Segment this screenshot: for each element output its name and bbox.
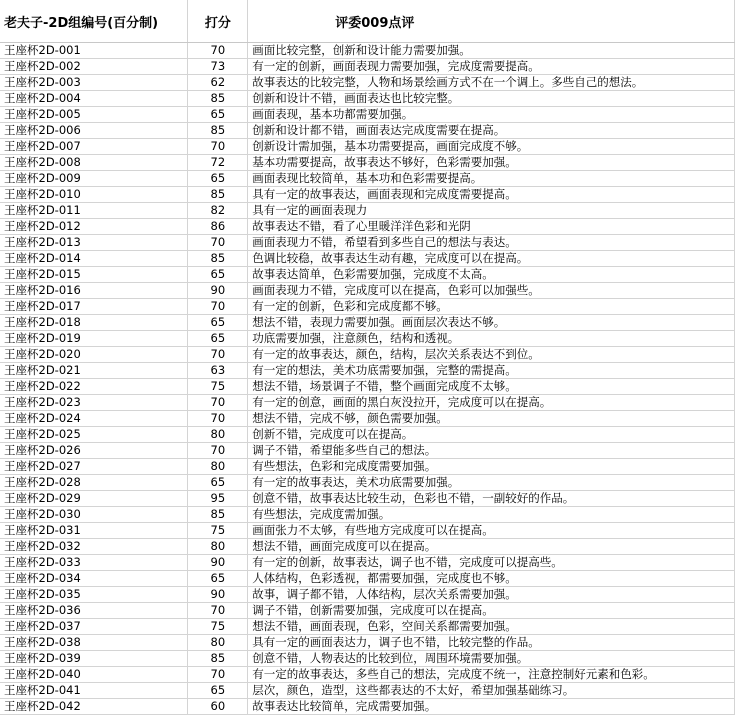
table-row [0, 699, 735, 715]
comment-cell[interactable]: 人体结构，色彩透视，都需要加强，完成度也不够。 [248, 571, 735, 587]
score-cell[interactable]: 70 [188, 411, 248, 427]
table-row [0, 219, 735, 235]
id-cell[interactable]: 王座杯2D-037 [0, 619, 188, 635]
id-cell[interactable]: 王座杯2D-020 [0, 347, 188, 363]
id-cell[interactable]: 王座杯2D-038 [0, 635, 188, 651]
table-row [0, 43, 735, 59]
comment-cell[interactable]: 有一定的故事表达，美术功底需要加强。 [248, 475, 735, 491]
table-row [0, 315, 735, 331]
comment-cell[interactable]: 故事表达的比较完整，人物和场景绘画方式不在一个调上。多些自己的想法。 [248, 75, 735, 91]
id-cell[interactable]: 王座杯2D-036 [0, 603, 188, 619]
comment-cell[interactable]: 想法不错，场景调子不错，整个画面完成度不太够。 [248, 379, 735, 395]
score-cell[interactable]: 70 [188, 667, 248, 683]
table-row [0, 619, 735, 635]
score-cell[interactable]: 63 [188, 363, 248, 379]
score-cell[interactable]: 85 [188, 123, 248, 139]
comment-cell[interactable]: 有些想法，完成度需加强。 [248, 507, 735, 523]
id-cell[interactable]: 王座杯2D-035 [0, 587, 188, 603]
table-row [0, 299, 735, 315]
table-row [0, 59, 735, 75]
score-cell[interactable]: 65 [188, 267, 248, 283]
score-cell[interactable]: 65 [188, 571, 248, 587]
table-row [0, 139, 735, 155]
id-cell[interactable]: 王座杯2D-008 [0, 155, 188, 171]
table-row [0, 91, 735, 107]
comment-cell[interactable]: 基本功需要提高，故事表达不够好，色彩需要加强。 [248, 155, 735, 171]
id-cell[interactable]: 王座杯2D-033 [0, 555, 188, 571]
table-row [0, 251, 735, 267]
table-row [0, 171, 735, 187]
score-cell[interactable]: 75 [188, 379, 248, 395]
comment-cell[interactable]: 具有一定的画面表现力 [248, 203, 735, 219]
header-score[interactable]: 打分 [188, 0, 248, 43]
table-row [0, 507, 735, 523]
score-cell[interactable]: 80 [188, 427, 248, 443]
comment-cell[interactable]: 画面张力不太够，有些地方完成度可以在提高。 [248, 523, 735, 539]
id-cell[interactable]: 王座杯2D-027 [0, 459, 188, 475]
comment-cell[interactable]: 调子不错，希望能多些自己的想法。 [248, 443, 735, 459]
table-row [0, 155, 735, 171]
table-row [0, 395, 735, 411]
id-cell[interactable]: 王座杯2D-024 [0, 411, 188, 427]
id-cell[interactable]: 王座杯2D-006 [0, 123, 188, 139]
id-cell[interactable]: 王座杯2D-022 [0, 379, 188, 395]
comment-cell[interactable]: 创新不错，完成度可以在提高。 [248, 427, 735, 443]
id-cell[interactable]: 王座杯2D-040 [0, 667, 188, 683]
id-cell[interactable]: 王座杯2D-023 [0, 395, 188, 411]
score-cell[interactable]: 85 [188, 91, 248, 107]
id-cell[interactable]: 王座杯2D-013 [0, 235, 188, 251]
comment-cell[interactable]: 画面表现力不错，希望看到多些自己的想法与表达。 [248, 235, 735, 251]
score-cell[interactable]: 70 [188, 603, 248, 619]
comment-cell[interactable]: 故事，调子都不错，人体结构，层次关系需要加强。 [248, 587, 735, 603]
id-cell[interactable]: 王座杯2D-001 [0, 43, 188, 59]
comment-cell[interactable]: 调子不错，创新需要加强，完成度可以在提高。 [248, 603, 735, 619]
table-row [0, 539, 735, 555]
comment-cell[interactable]: 具有一定的故事表达，画面表现和完成度需要提高。 [248, 187, 735, 203]
id-cell[interactable]: 王座杯2D-019 [0, 331, 188, 347]
score-cell[interactable]: 60 [188, 699, 248, 715]
score-cell[interactable]: 80 [188, 459, 248, 475]
comment-cell[interactable]: 画面比较完整，创新和设计能力需要加强。 [248, 43, 735, 59]
comment-cell[interactable]: 有一定的故事表达，多些自己的想法，完成度不统一，注意控制好元素和色彩。 [248, 667, 735, 683]
id-cell[interactable]: 王座杯2D-018 [0, 315, 188, 331]
score-cell[interactable]: 85 [188, 507, 248, 523]
comment-cell[interactable]: 有一定的创新，色彩和完成度都不够。 [248, 299, 735, 315]
id-cell[interactable]: 王座杯2D-017 [0, 299, 188, 315]
table-row [0, 75, 735, 91]
score-cell[interactable]: 85 [188, 187, 248, 203]
comment-cell[interactable]: 画面表现，基本功都需要加强。 [248, 107, 735, 123]
table-row [0, 427, 735, 443]
id-cell[interactable]: 王座杯2D-015 [0, 267, 188, 283]
id-cell[interactable]: 王座杯2D-010 [0, 187, 188, 203]
score-cell[interactable]: 65 [188, 107, 248, 123]
comment-cell[interactable]: 有一定的想法，美术功底需要加强，完整的需提高。 [248, 363, 735, 379]
table-row [0, 267, 735, 283]
score-cell[interactable]: 62 [188, 75, 248, 91]
id-cell[interactable]: 王座杯2D-032 [0, 539, 188, 555]
score-cell[interactable]: 86 [188, 219, 248, 235]
id-cell[interactable]: 王座杯2D-042 [0, 699, 188, 715]
score-cell[interactable]: 65 [188, 331, 248, 347]
comment-cell[interactable]: 创新设计需加强，基本功需要提高，画面完成度不够。 [248, 139, 735, 155]
id-cell[interactable]: 王座杯2D-030 [0, 507, 188, 523]
header-row [0, 0, 735, 43]
score-cell[interactable]: 90 [188, 283, 248, 299]
comment-cell[interactable]: 有一定的创新，故事表达，调子也不错，完成度可以提高些。 [248, 555, 735, 571]
table-row [0, 107, 735, 123]
score-cell[interactable]: 65 [188, 683, 248, 699]
id-cell[interactable]: 王座杯2D-029 [0, 491, 188, 507]
score-cell[interactable]: 72 [188, 155, 248, 171]
comment-cell[interactable]: 想法不错，表现力需要加强。画面层次表达不够。 [248, 315, 735, 331]
id-cell[interactable]: 王座杯2D-034 [0, 571, 188, 587]
score-cell[interactable]: 70 [188, 347, 248, 363]
id-cell[interactable]: 王座杯2D-016 [0, 283, 188, 299]
table-row [0, 123, 735, 139]
table-row [0, 411, 735, 427]
comment-cell[interactable]: 有一定的创新，画面表现力需要加强，完成度需要提高。 [248, 59, 735, 75]
score-cell[interactable]: 70 [188, 235, 248, 251]
comment-cell[interactable]: 创新和设计都不错，画面表达完成度需要在提高。 [248, 123, 735, 139]
score-cell[interactable]: 95 [188, 491, 248, 507]
comment-cell[interactable]: 故事表达简单，色彩需要加强，完成度不太高。 [248, 267, 735, 283]
header-id[interactable]: 老夫子-2D组编号(百分制) [0, 0, 188, 43]
comment-cell[interactable]: 有一定的故事表达，颜色，结构，层次关系表达不到位。 [248, 347, 735, 363]
table-row [0, 635, 735, 651]
id-cell[interactable]: 王座杯2D-021 [0, 363, 188, 379]
comment-cell[interactable]: 具有一定的画面表达力，调子也不错，比较完整的作品。 [248, 635, 735, 651]
comment-cell[interactable]: 想法不错，画面完成度可以在提高。 [248, 539, 735, 555]
score-cell[interactable]: 65 [188, 475, 248, 491]
id-cell[interactable]: 王座杯2D-028 [0, 475, 188, 491]
comment-cell[interactable]: 创意不错，故事表达比较生动，色彩也不错，一副较好的作品。 [248, 491, 735, 507]
score-cell[interactable]: 65 [188, 315, 248, 331]
id-cell[interactable]: 王座杯2D-005 [0, 107, 188, 123]
score-cell[interactable]: 75 [188, 523, 248, 539]
comment-cell[interactable]: 色调比较稳，故事表达生动有趣，完成度可以在提高。 [248, 251, 735, 267]
id-cell[interactable]: 王座杯2D-031 [0, 523, 188, 539]
comment-cell[interactable]: 创新和设计不错，画面表达也比较完整。 [248, 91, 735, 107]
table-row [0, 459, 735, 475]
table-row [0, 587, 735, 603]
table-row [0, 491, 735, 507]
comment-cell[interactable]: 有一定的创意，画面的黑白灰没拉开，完成度可以在提高。 [248, 395, 735, 411]
score-cell[interactable]: 75 [188, 619, 248, 635]
table-row [0, 363, 735, 379]
score-cell[interactable]: 70 [188, 43, 248, 59]
comment-cell[interactable]: 层次，颜色，造型，这些都表达的不太好，希望加强基础练习。 [248, 683, 735, 699]
id-cell[interactable]: 王座杯2D-041 [0, 683, 188, 699]
score-cell[interactable]: 85 [188, 651, 248, 667]
score-cell[interactable]: 70 [188, 395, 248, 411]
id-cell[interactable]: 王座杯2D-002 [0, 59, 188, 75]
id-cell[interactable]: 王座杯2D-003 [0, 75, 188, 91]
score-cell[interactable]: 85 [188, 251, 248, 267]
table-row [0, 683, 735, 699]
table-row [0, 203, 735, 219]
score-cell[interactable]: 90 [188, 555, 248, 571]
id-cell[interactable]: 王座杯2D-009 [0, 171, 188, 187]
table-row [0, 603, 735, 619]
table-row [0, 187, 735, 203]
table-row [0, 347, 735, 363]
score-cell[interactable]: 70 [188, 299, 248, 315]
id-cell[interactable]: 王座杯2D-012 [0, 219, 188, 235]
table-row [0, 443, 735, 459]
score-cell[interactable]: 70 [188, 443, 248, 459]
comment-cell[interactable]: 功底需要加强，注意颜色，结构和透视。 [248, 331, 735, 347]
table-row [0, 475, 735, 491]
id-cell[interactable]: 王座杯2D-026 [0, 443, 188, 459]
table-row [0, 235, 735, 251]
score-cell[interactable]: 70 [188, 139, 248, 155]
comment-cell[interactable]: 故事表达不错，看了心里暖洋洋色彩和光阴 [248, 219, 735, 235]
table-row [0, 667, 735, 683]
table-body [0, 43, 735, 715]
comment-cell[interactable]: 创意不错，人物表达的比较到位，周围环境需要加强。 [248, 651, 735, 667]
header-comment[interactable]: 评委009点评 [248, 0, 735, 43]
table-row [0, 331, 735, 347]
comment-cell[interactable]: 画面表现力不错，完成度可以在提高，色彩可以加强些。 [248, 283, 735, 299]
table-row [0, 555, 735, 571]
table-row [0, 523, 735, 539]
table-row [0, 379, 735, 395]
comment-cell[interactable]: 想法不错，完成不够，颜色需要加强。 [248, 411, 735, 427]
table-row [0, 571, 735, 587]
comment-cell[interactable]: 故事表达比较简单，完成需要加强。 [248, 699, 735, 715]
comment-cell[interactable]: 有些想法，色彩和完成度需要加强。 [248, 459, 735, 475]
id-cell[interactable]: 王座杯2D-039 [0, 651, 188, 667]
id-cell[interactable]: 王座杯2D-014 [0, 251, 188, 267]
comment-cell[interactable]: 想法不错，画面表现，色彩，空间关系都需要加强。 [248, 619, 735, 635]
table-row [0, 283, 735, 299]
table-row [0, 651, 735, 667]
comment-cell[interactable]: 画面表现比较简单，基本功和色彩需要提高。 [248, 171, 735, 187]
score-cell[interactable]: 80 [188, 635, 248, 651]
score-cell[interactable]: 80 [188, 539, 248, 555]
id-cell[interactable]: 王座杯2D-004 [0, 91, 188, 107]
id-cell[interactable]: 王座杯2D-025 [0, 427, 188, 443]
score-cell[interactable]: 90 [188, 587, 248, 603]
id-cell[interactable]: 王座杯2D-007 [0, 139, 188, 155]
score-cell[interactable]: 65 [188, 171, 248, 187]
id-cell[interactable]: 王座杯2D-011 [0, 203, 188, 219]
score-cell[interactable]: 82 [188, 203, 248, 219]
score-cell[interactable]: 73 [188, 59, 248, 75]
